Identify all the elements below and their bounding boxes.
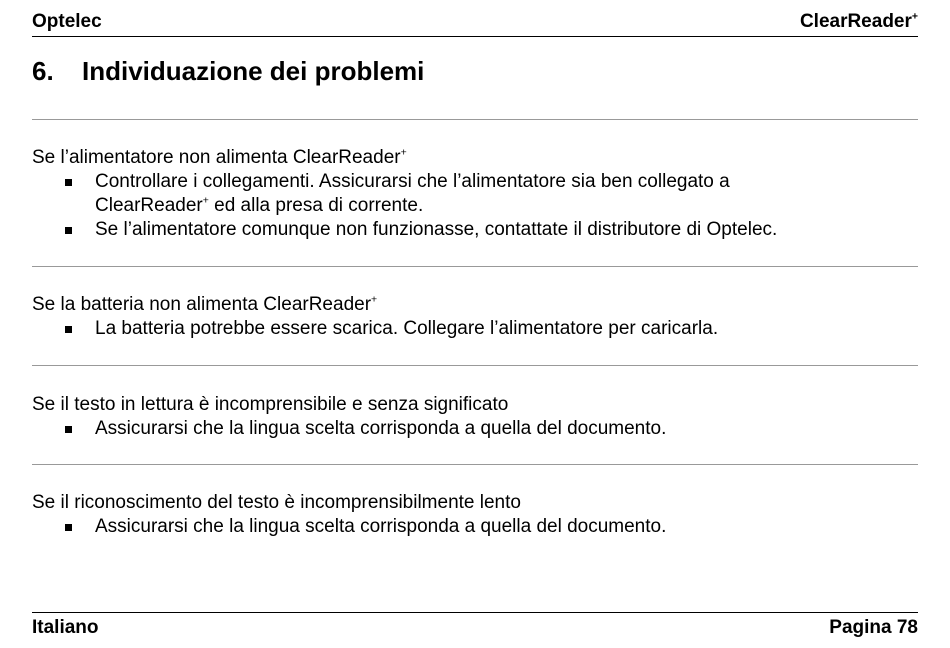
bullet-icon xyxy=(65,524,72,531)
divider xyxy=(32,464,918,465)
header-product-sup: + xyxy=(911,11,918,23)
bullet-icon xyxy=(65,227,72,234)
list-item: Assicurarsi che la lingua scelta corrisponda a quella del documento. xyxy=(32,417,918,441)
list-item: Se l’alimentatore comunque non funzionasse, contattate il distributore di Optelec. xyxy=(32,218,918,242)
list-item: La batteria potrebbe essere scarica. Collegare l’alimentatore per caricarla. xyxy=(32,317,918,341)
bullet-icon xyxy=(65,179,72,186)
divider xyxy=(32,119,918,120)
solution-list xyxy=(32,317,918,341)
divider xyxy=(32,266,918,267)
troubleshoot-block-unintelligible-text xyxy=(32,393,918,441)
list-item: Assicurarsi che la lingua scelta corrisponda a quella del documento. xyxy=(32,515,918,539)
header-brand: Optelec xyxy=(32,11,102,32)
condition-text: Se il testo in lettura è incomprensibile e senza significato xyxy=(32,394,509,415)
footer-language: Italiano xyxy=(32,617,99,638)
troubleshoot-block-power-supply xyxy=(32,146,918,242)
bullet-icon xyxy=(65,426,72,433)
divider xyxy=(32,365,918,366)
footer-page-number: Pagina 78 xyxy=(829,617,918,638)
header-product xyxy=(800,11,918,36)
solution-list xyxy=(32,417,918,441)
header-product-name: ClearReader xyxy=(799,11,912,32)
solution-list xyxy=(32,515,918,539)
page-header xyxy=(32,10,918,37)
list-item: Controllare i collegamenti. Assicurarsi che l’alimentatore sia ben collegato a ClearReader+ ed alla presa di corrente. xyxy=(32,170,918,218)
condition-text: Se il riconoscimento del testo è incomprensibilmente lento xyxy=(32,492,521,513)
section-title: Individuazione dei problemi xyxy=(82,56,425,86)
troubleshoot-block-battery xyxy=(32,293,918,341)
solution-list xyxy=(32,170,918,242)
section-number: 6. xyxy=(32,56,54,86)
section-heading xyxy=(32,56,424,87)
troubleshoot-block-slow-recognition xyxy=(32,491,918,539)
page-footer xyxy=(32,612,918,639)
condition-text: Se la batteria non alimenta ClearReader+ xyxy=(32,294,378,315)
condition-text: Se l’alimentatore non alimenta ClearReader+ xyxy=(32,147,407,168)
bullet-icon xyxy=(65,326,72,333)
